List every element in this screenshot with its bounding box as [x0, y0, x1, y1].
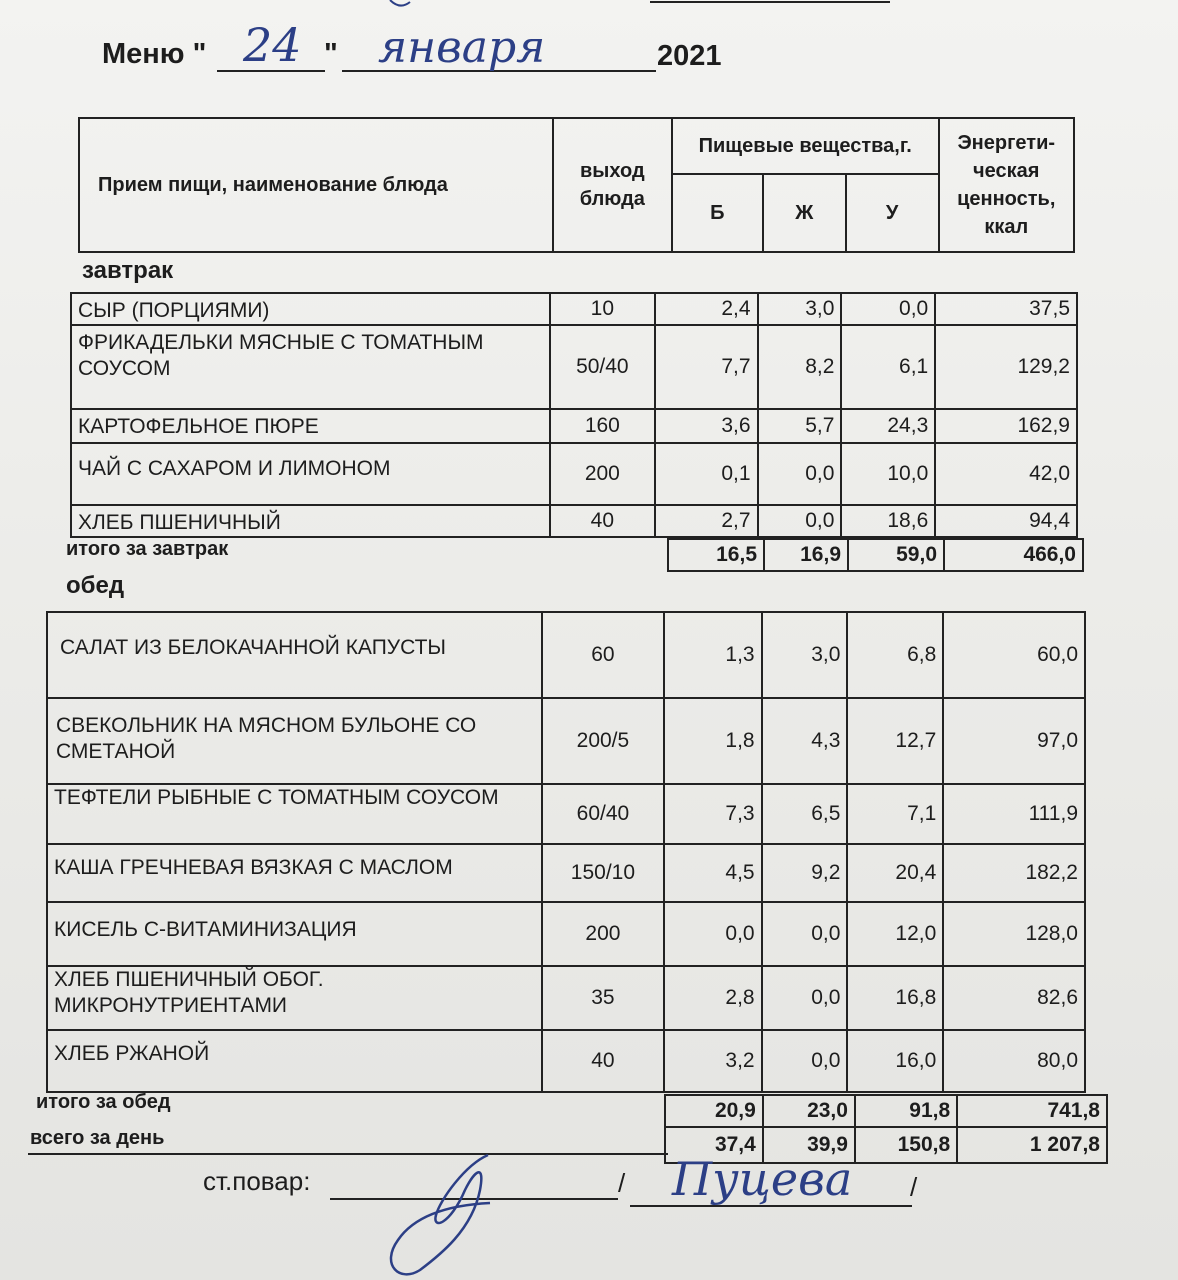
dish-protein: 3,2	[664, 1030, 762, 1092]
dish-protein: 2,4	[655, 293, 758, 325]
dish-fat: 0,0	[762, 966, 848, 1030]
dish-name: КАРТОФЕЛЬНОЕ ПЮРЕ	[71, 409, 550, 443]
dish-carbs: 18,6	[841, 505, 935, 537]
lunch-total-fat: 23,0	[763, 1095, 855, 1127]
dish-carbs: 10,0	[841, 443, 935, 505]
day-total-protein: 37,4	[665, 1127, 763, 1163]
col-zh-header: Ж	[763, 174, 846, 252]
dish-protein: 4,5	[664, 844, 762, 902]
handwritten-month: января	[378, 22, 546, 73]
dish-name: ХЛЕБ РЖАНОЙ	[47, 1030, 542, 1092]
dish-yield: 60	[542, 612, 664, 698]
dish-protein: 2,8	[664, 966, 762, 1030]
handwritten-chef-name: Пуцева	[672, 1152, 853, 1206]
dish-name: КАША ГРЕЧНЕВАЯ ВЯЗКАЯ С МАСЛОМ	[47, 844, 542, 902]
dish-carbs: 12,0	[847, 902, 943, 966]
cut-off-handwriting	[330, 0, 930, 12]
col-nutrients-header: Пищевые вещества,г.	[672, 118, 939, 174]
dish-name: ХЛЕБ ПШЕНИЧНЫЙ	[71, 505, 550, 537]
table-row	[47, 698, 1085, 784]
total-fat: 16,9	[764, 539, 848, 571]
dish-carbs: 20,4	[847, 844, 943, 902]
dish-kcal: 182,2	[943, 844, 1085, 902]
breakfast-total-table	[667, 538, 1084, 572]
table-row	[47, 1030, 1085, 1092]
header-table	[78, 117, 1075, 253]
table-row	[71, 443, 1077, 505]
table-row	[47, 612, 1085, 698]
dish-protein: 2,7	[655, 505, 758, 537]
table-row	[71, 293, 1077, 325]
dish-yield: 35	[542, 966, 664, 1030]
breakfast-table	[70, 292, 1078, 538]
table-row	[71, 409, 1077, 443]
lunch-total-label: итого за обед	[36, 1091, 171, 1113]
dish-fat: 4,3	[762, 698, 848, 784]
dish-carbs: 7,1	[847, 784, 943, 844]
breakfast-section-label: завтрак	[82, 257, 174, 284]
table-row	[71, 325, 1077, 409]
slash-separator-2: /	[910, 1172, 918, 1202]
day-total-label: всего за день	[30, 1127, 165, 1149]
dish-name: ХЛЕБ ПШЕНИЧНЫЙ ОБОГ. МИКРОНУТРИЕНТАМИ	[47, 966, 542, 1030]
dish-carbs: 24,3	[841, 409, 935, 443]
total-carbs: 59,0	[848, 539, 944, 571]
dish-yield: 200	[542, 902, 664, 966]
dish-carbs: 12,7	[847, 698, 943, 784]
dish-name: СВЕКОЛЬНИК НА МЯСНОМ БУЛЬОНЕ СО СМЕТАНОЙ	[47, 698, 542, 784]
day-total-carbs: 150,8	[855, 1127, 957, 1163]
dish-name: ТЕФТЕЛИ РЫБНЫЕ С ТОМАТНЫМ СОУСОМ	[47, 784, 542, 844]
dish-kcal: 94,4	[935, 505, 1077, 537]
col-b-header: Б	[672, 174, 763, 252]
dish-kcal: 97,0	[943, 698, 1085, 784]
handwritten-day: 24	[243, 18, 302, 72]
dish-carbs: 16,8	[847, 966, 943, 1030]
lunch-section-label: обед	[66, 572, 125, 599]
dish-carbs: 6,8	[847, 612, 943, 698]
dish-carbs: 0,0	[841, 293, 935, 325]
lunch-total-kcal: 741,8	[957, 1095, 1107, 1127]
lunch-total-protein: 20,9	[665, 1095, 763, 1127]
dish-fat: 0,0	[758, 443, 842, 505]
dish-kcal: 111,9	[943, 784, 1085, 844]
col-energy-header: Энергети-ческая ценность, ккал	[939, 118, 1074, 252]
title-prefix: Меню "	[102, 38, 207, 70]
dish-yield: 200	[550, 443, 655, 505]
dish-fat: 0,0	[758, 505, 842, 537]
table-row	[47, 902, 1085, 966]
dish-name: САЛАТ ИЗ БЕЛОКАЧАННОЙ КАПУСТЫ	[47, 612, 542, 698]
lunch-table	[46, 611, 1086, 1093]
table-row	[47, 844, 1085, 902]
dish-protein: 0,1	[655, 443, 758, 505]
breakfast-total-label: итого за завтрак	[66, 538, 229, 560]
dish-yield: 200/5	[542, 698, 664, 784]
dish-kcal: 42,0	[935, 443, 1077, 505]
dish-fat: 0,0	[762, 902, 848, 966]
dish-kcal: 128,0	[943, 902, 1085, 966]
dish-yield: 50/40	[550, 325, 655, 409]
dish-protein: 1,3	[664, 612, 762, 698]
dish-protein: 1,8	[664, 698, 762, 784]
dish-fat: 0,0	[762, 1030, 848, 1092]
dish-kcal: 82,6	[943, 966, 1085, 1030]
dish-name: КИСЕЛЬ С-ВИТАМИНИЗАЦИЯ	[47, 902, 542, 966]
dish-protein: 0,0	[664, 902, 762, 966]
dish-protein: 7,7	[655, 325, 758, 409]
slash-separator: /	[618, 1168, 626, 1198]
col-name-header: Прием пищи, наименование блюда	[79, 118, 553, 252]
dish-protein: 7,3	[664, 784, 762, 844]
day-total-rule	[28, 1153, 668, 1155]
table-row	[71, 505, 1077, 537]
chef-label: ст.повар:	[203, 1166, 311, 1196]
dish-carbs: 6,1	[841, 325, 935, 409]
lunch-total-carbs: 91,8	[855, 1095, 957, 1127]
dish-yield: 60/40	[542, 784, 664, 844]
dish-kcal: 60,0	[943, 612, 1085, 698]
dish-kcal: 129,2	[935, 325, 1077, 409]
dish-kcal: 80,0	[943, 1030, 1085, 1092]
dish-yield: 40	[542, 1030, 664, 1092]
dish-carbs: 16,0	[847, 1030, 943, 1092]
dish-yield: 40	[550, 505, 655, 537]
handwritten-signature-icon	[370, 1145, 520, 1280]
dish-protein: 3,6	[655, 409, 758, 443]
title-year: 2021	[657, 40, 722, 72]
total-protein: 16,5	[668, 539, 764, 571]
dish-kcal: 162,9	[935, 409, 1077, 443]
dish-fat: 6,5	[762, 784, 848, 844]
total-kcal: 466,0	[944, 539, 1083, 571]
dish-name: ФРИКАДЕЛЬКИ МЯСНЫЕ С ТОМАТНЫМ СОУСОМ	[71, 325, 550, 409]
dish-fat: 3,0	[762, 612, 848, 698]
dish-name: ЧАЙ С САХАРОМ И ЛИМОНОМ	[71, 443, 550, 505]
dish-fat: 8,2	[758, 325, 842, 409]
table-row	[47, 966, 1085, 1030]
title-quote: "	[324, 38, 338, 70]
dish-yield: 10	[550, 293, 655, 325]
col-u-header: У	[846, 174, 939, 252]
dish-kcal: 37,5	[935, 293, 1077, 325]
dish-fat: 9,2	[762, 844, 848, 902]
day-total-kcal: 1 207,8	[957, 1127, 1107, 1163]
dish-yield: 150/10	[542, 844, 664, 902]
dish-name: СЫР (ПОРЦИЯМИ)	[71, 293, 550, 325]
table-row	[47, 784, 1085, 844]
dish-fat: 3,0	[758, 293, 842, 325]
col-yield-header: выход блюда	[553, 118, 672, 252]
dish-fat: 5,7	[758, 409, 842, 443]
dish-yield: 160	[550, 409, 655, 443]
day-total-fat: 39,9	[763, 1127, 855, 1163]
